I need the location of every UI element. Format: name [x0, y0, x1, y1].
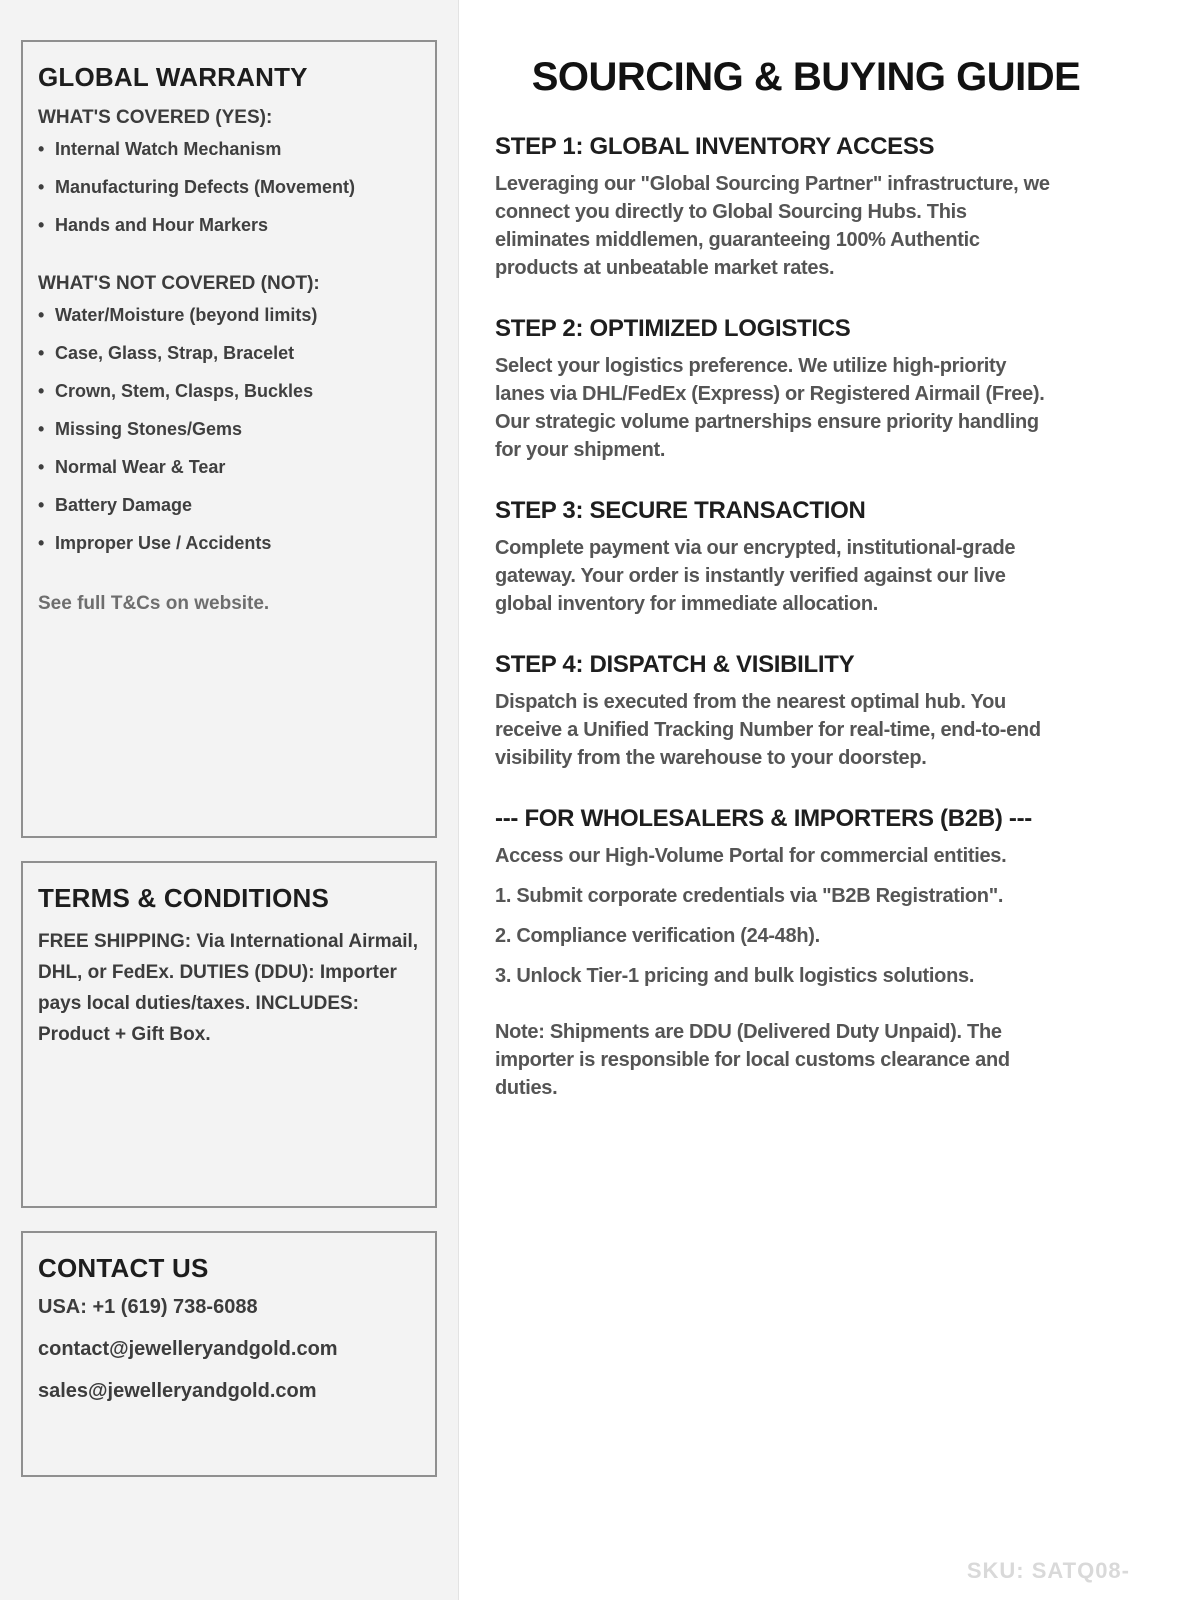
step-body: Complete payment via our encrypted, institutional-grade gateway. Your order is instantly verified against our live global inventory for immediate allocation. — [495, 537, 1016, 615]
contact-line: USA: +1 (619) 738-6088 — [38, 1296, 258, 1318]
warranty-title: GLOBAL WARRANTY — [38, 62, 308, 92]
warranty-not-covered-item: • Case, Glass, Strap, Bracelet — [38, 343, 421, 365]
sourcing-guide — [495, 0, 1117, 1102]
b2b-intro: Access our High-Volume Portal for commercial entities. — [495, 845, 1007, 867]
page-title: SOURCING & BUYING GUIDE — [531, 55, 1081, 99]
warranty-not-covered-item: • Water/Moisture (beyond limits) — [38, 305, 421, 327]
step-section — [495, 651, 1117, 772]
step-section — [495, 497, 1117, 618]
step-section — [495, 133, 1117, 282]
contact-line: contact@jewelleryandgold.com — [38, 1338, 338, 1360]
contact-lines — [38, 1296, 421, 1403]
terms-body: FREE SHIPPING: Via International Airmail, DHL, or FedEx. DUTIES (DDU): Importer pays local duties/taxes. INCLUDES: Product + Gift Box. — [38, 931, 419, 1045]
b2b-note: Note: Shipments are DDU (Delivered Duty Unpaid). The importer is responsible for local customs clearance and duties. — [495, 1021, 1010, 1099]
terms-panel — [21, 861, 437, 1208]
step-body: Leveraging our "Global Sourcing Partner" infrastructure, we connect you directly to Global Sourcing Hubs. This eliminates middlemen, guaranteeing 100% Authentic products at unbeatable market rates. — [495, 173, 1050, 279]
warranty-not-covered-item: • Improper Use / Accidents — [38, 533, 421, 555]
warranty-not-covered-item: • Crown, Stem, Clasps, Buckles — [38, 381, 421, 403]
left-sidebar — [0, 0, 459, 1600]
b2b-section — [495, 805, 1117, 1102]
warranty-covered-item: • Hands and Hour Markers — [38, 215, 421, 237]
step-body: Dispatch is executed from the nearest optimal hub. You receive a Unified Tracking Number for real-time, end-to-end visibility from the warehouse to your doorstep. — [495, 691, 1041, 769]
warranty-not-covered-item: • Normal Wear & Tear — [38, 457, 421, 479]
warranty-not-covered-item: • Battery Damage — [38, 495, 421, 517]
warranty-covered-heading: WHAT'S COVERED (YES): — [38, 107, 273, 128]
contact-title: CONTACT US — [38, 1253, 209, 1283]
warranty-not-covered-item: • Missing Stones/Gems — [38, 419, 421, 441]
step-heading: STEP 2: OPTIMIZED LOGISTICS — [495, 315, 851, 342]
b2b-item: 1. Submit corporate credentials via "B2B Registration". — [495, 885, 1004, 907]
step-section — [495, 315, 1117, 464]
sku-label: SKU: SATQ08- — [966, 1558, 1130, 1583]
contact-panel — [21, 1231, 437, 1477]
warranty-covered-item: • Manufacturing Defects (Movement) — [38, 177, 421, 199]
step-heading: STEP 3: SECURE TRANSACTION — [495, 497, 866, 524]
global-warranty-panel — [21, 40, 437, 838]
b2b-heading: --- FOR WHOLESALERS & IMPORTERS (B2B) --- — [495, 805, 1032, 832]
warranty-footnote: See full T&Cs on website. — [38, 592, 270, 614]
b2b-items — [495, 882, 1117, 990]
terms-title: TERMS & CONDITIONS — [38, 883, 330, 913]
b2b-item: 2. Compliance verification (24-48h). — [495, 925, 820, 947]
warranty-not-covered-heading: WHAT'S NOT COVERED (NOT): — [38, 272, 320, 294]
warranty-covered-item: • Internal Watch Mechanism — [38, 139, 421, 161]
contact-line: sales@jewelleryandgold.com — [38, 1380, 317, 1402]
step-body: Select your logistics preference. We utilize high-priority lanes via DHL/FedEx (Express) or Registered Airmail (Free). Our strategic volume partnerships ensure priority handling for your shipment. — [495, 355, 1045, 461]
steps — [495, 133, 1117, 772]
warranty-covered-list — [38, 139, 421, 237]
step-heading: STEP 4: DISPATCH & VISIBILITY — [495, 651, 855, 678]
b2b-item: 3. Unlock Tier-1 pricing and bulk logistics solutions. — [495, 965, 975, 987]
warranty-not-covered-list — [38, 305, 421, 555]
step-heading: STEP 1: GLOBAL INVENTORY ACCESS — [495, 133, 935, 160]
